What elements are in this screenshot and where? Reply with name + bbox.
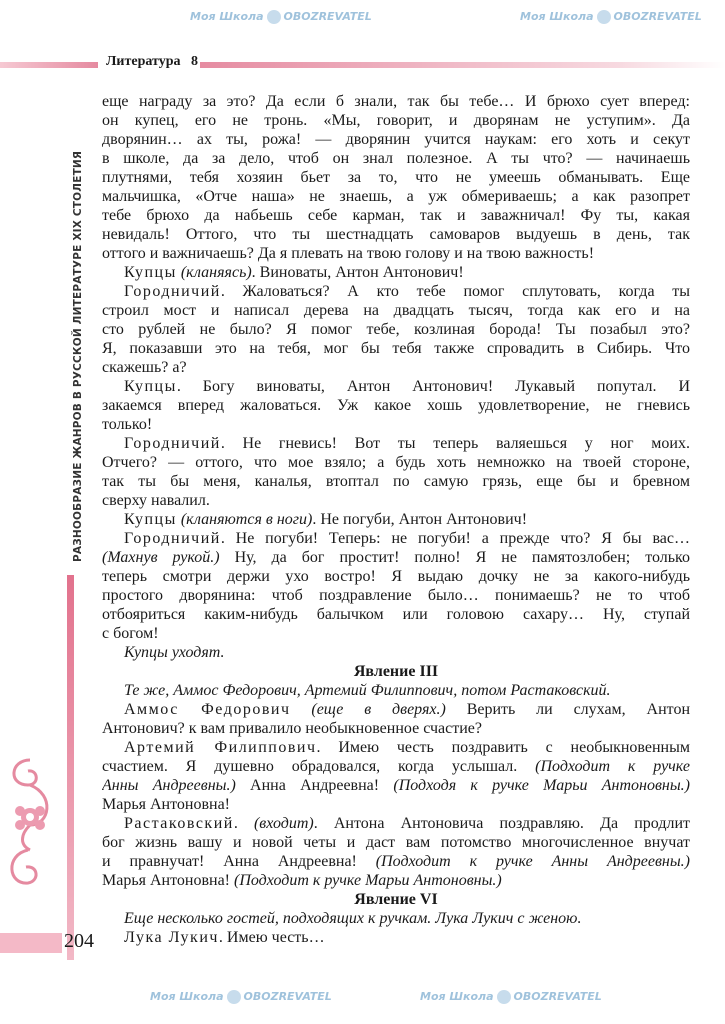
text-line xyxy=(102,681,690,700)
text-line: Отчего? — оттого, что мое взяло; а будь хоть немножко на твоей стороне, xyxy=(102,454,690,471)
floral-ornament-icon xyxy=(0,755,64,895)
text-line: так ты бы меня, каналья, втоптал по самую грязь, еще бы и бревном xyxy=(102,473,690,490)
watermark-logo-icon xyxy=(497,990,511,1004)
speaker-name: Аммос Федорович xyxy=(124,701,291,718)
watermark-logo-icon xyxy=(597,10,611,24)
text-line xyxy=(102,643,690,662)
text-segment: счастием. Я душевно обрадовался, когда услышал. xyxy=(102,758,536,775)
paragraph xyxy=(102,928,690,947)
text-segment: . Имею честь… xyxy=(218,929,325,946)
speaker-name: Купцы xyxy=(124,511,177,528)
paragraph xyxy=(102,643,690,662)
watermark-school: Моя Школа xyxy=(420,990,494,1003)
text-line xyxy=(102,738,690,757)
text-line xyxy=(102,510,690,529)
speaker-name: Купцы xyxy=(124,378,177,395)
watermark-school: Моя Школа xyxy=(190,10,264,23)
text-line: мальчишка, «Отче наша» не знаешь, а уж обмериваешь; а как разопрет xyxy=(102,188,690,205)
stage-direction: (еще в дверях.) xyxy=(311,701,446,718)
text-line: сверху навалил. xyxy=(102,492,210,509)
stage-direction: (входит) xyxy=(253,815,314,832)
text-line xyxy=(102,909,690,928)
stage-direction: (кланяясь) xyxy=(180,264,252,281)
stage-direction: (Подходит к ручке xyxy=(535,758,690,775)
text-line: еще награду за это? Да если б знали, так бы тебе… И брюхо сует вперед: xyxy=(102,93,690,110)
watermark-brand: OBOZREVATEL xyxy=(283,10,372,23)
watermark-brand: OBOZREVATEL xyxy=(613,10,702,23)
text-line: теперь смотри держи ухо востро! Я выдаю дочку не за какого-нибудь xyxy=(102,568,690,585)
text-line xyxy=(102,814,690,833)
text-line: закаемся вперед жаловаться. Уж какое хошь удовлетворение, не гневись xyxy=(102,397,690,414)
paragraph xyxy=(102,738,690,814)
watermark-school: Моя Школа xyxy=(150,990,224,1003)
text-segment: . Виноваты, Антон Антонович! xyxy=(251,264,464,281)
page-number-accent xyxy=(0,933,62,953)
text-line xyxy=(102,434,690,453)
stage-direction: Купцы уходят. xyxy=(124,644,225,661)
text-line: Антонович? к вам привалило необыкновенное счастие? xyxy=(102,720,482,737)
paragraph xyxy=(102,909,690,928)
stage-direction: (Подходит к ручке Анны Андреевны.) xyxy=(375,853,690,870)
text-line: плутнями, тебя хозяин бьет за то, что не умеешь обманывать. Еще xyxy=(102,169,690,186)
text-line xyxy=(102,263,690,282)
text-line: отбояриться каким-нибудь балычком или головою сахару… Ну, ступай xyxy=(102,606,690,623)
text-line: сто рублей не было? Я помог тебе, козлиная борода! Ты позабыл это? xyxy=(102,321,690,338)
paragraph xyxy=(102,510,690,529)
text-line: скажешь? а? xyxy=(102,359,187,376)
text-line: Явление III xyxy=(353,663,439,680)
watermark-brand: OBOZREVATEL xyxy=(243,990,332,1003)
stage-direction: (Подходя к ручке Марьи Антоновны.) xyxy=(393,777,690,794)
text-segment: . Не погуби! Теперь: не погуби! а прежде что? Я бы вас… xyxy=(220,530,690,547)
speaker-name: Лука Лукич xyxy=(124,929,219,946)
paragraph xyxy=(102,377,690,434)
text-segment xyxy=(291,701,312,718)
speaker-name: Купцы xyxy=(124,264,177,281)
text-segment: . Антона Антоновича поздравляю. Да продлит xyxy=(313,815,690,832)
text-line xyxy=(102,377,690,396)
text-line xyxy=(102,282,690,301)
text-segment: . Не погуби, Антон Антонович! xyxy=(312,511,528,528)
document-body xyxy=(102,92,690,947)
text-segment: . xyxy=(233,815,254,832)
watermark xyxy=(420,990,602,1004)
stage-direction: Еще несколько гостей, подходящих к ручкам. Лука Лукич с женою. xyxy=(124,910,582,927)
text-line: в школе, да за дело, чтоб он знал полезное. А ты что? — начинаешь xyxy=(102,150,690,167)
speaker-name: Артемий Филиппович xyxy=(124,739,317,756)
text-line: невидаль! Оттого, что ты шестнадцать самоваров выдуешь в день, так xyxy=(102,226,690,243)
speaker-name: Растаковский xyxy=(124,815,234,832)
paragraph xyxy=(102,434,690,510)
stage-direction: Те же, Аммос Федорович, Артемий Филиппович, потом Растаковский. xyxy=(124,682,611,699)
paragraph xyxy=(102,814,690,890)
text-segment: . Имею честь поздравить с необыкновенным xyxy=(316,739,690,756)
paragraph xyxy=(102,529,690,643)
text-line: Я, показавши это на тебя, мог бы тебя также спровадить в Сибирь. Что xyxy=(102,340,690,357)
speaker-name: Городничий xyxy=(124,530,221,547)
text-line xyxy=(102,871,690,890)
paragraph xyxy=(102,263,690,282)
side-section-title: РАЗНООБРАЗИЕ ЖАНРОВ В РУССКОЙ ЛИТЕРАТУРЕ XIX СТОЛЕТИЯ xyxy=(72,150,84,562)
text-segment: Ну, да бог простит! полно! Я не памятозлобен; только xyxy=(219,549,690,566)
text-line xyxy=(102,928,690,947)
text-line: бог жизнь вашу и новой четы и даст вам потомство многочисленное внучат xyxy=(102,834,690,851)
text-segment: Марья Антоновна! xyxy=(102,872,234,889)
watermark-logo-icon xyxy=(227,990,241,1004)
page-number: 204 xyxy=(64,930,94,952)
speaker-name: Городничий xyxy=(124,435,221,452)
watermark xyxy=(190,10,372,24)
watermark xyxy=(520,10,702,24)
text-segment: . Не гневись! Вот ты теперь валяешься у ног моих. xyxy=(220,435,690,452)
stage-direction: (Подходит к ручке Марьи Антоновны.) xyxy=(234,872,502,889)
text-line xyxy=(102,529,690,548)
header-rule-right xyxy=(192,62,725,68)
text-line: Марья Антоновна! xyxy=(102,796,230,813)
text-line: Явление VI xyxy=(354,891,438,908)
text-line xyxy=(102,776,690,795)
watermark-logo-icon xyxy=(267,10,281,24)
side-accent-bar xyxy=(67,575,74,960)
paragraph xyxy=(102,700,690,738)
text-segment: . Богу виноваты, Антон Антонович! Лукавый попутал. И xyxy=(176,378,690,395)
running-header: Литература 8 xyxy=(106,54,198,69)
text-segment: . Жаловаться? А кто тебе помог сплутовать, когда ты xyxy=(220,283,690,300)
text-line: с богом! xyxy=(102,625,159,642)
text-line xyxy=(102,757,690,776)
watermark-school: Моя Школа xyxy=(520,10,594,23)
text-line xyxy=(102,548,690,567)
header-rule-left xyxy=(0,62,98,68)
paragraph xyxy=(102,92,690,263)
text-line xyxy=(102,700,690,719)
text-line: строил мост и написал дерева на двадцать тысяч, тогда как его и на xyxy=(102,302,690,319)
paragraph xyxy=(102,282,690,377)
text-line: оттого и важничаешь? Да я плевать на твою голову и на твою важность! xyxy=(102,245,595,262)
stage-direction: (кланяются в ноги) xyxy=(180,511,313,528)
text-segment: Анна Андреевна! xyxy=(235,777,394,794)
text-line: он купец, его не тронь. «Мы, говорит, и дворянам не уступим». Да xyxy=(102,112,690,129)
text-segment: Верить ли слухам, Антон xyxy=(445,701,690,718)
text-line xyxy=(102,852,690,871)
scene-heading xyxy=(102,890,690,909)
watermark-brand: OBOZREVATEL xyxy=(513,990,602,1003)
text-segment: и правнучат! Анна Андреевна! xyxy=(102,853,376,870)
scene-heading xyxy=(102,662,690,681)
stage-direction: (Махнув рукой.) xyxy=(102,549,220,566)
stage-direction: Анны Андреевны.) xyxy=(102,777,236,794)
text-line: дворянин… ах ты, рожа! — дворянин учится наукам: его хоть и секут xyxy=(102,131,690,148)
speaker-name: Городничий xyxy=(124,283,221,300)
text-line: простого дворянина: чтоб поздравление было… понимаешь? не то чтоб xyxy=(102,587,690,604)
text-line: только! xyxy=(102,416,153,433)
paragraph xyxy=(102,681,690,700)
watermark xyxy=(150,990,332,1004)
text-line: тебе брюхо да набьешь себе карман, так и заважничал! Фу ты, какая xyxy=(102,207,690,224)
